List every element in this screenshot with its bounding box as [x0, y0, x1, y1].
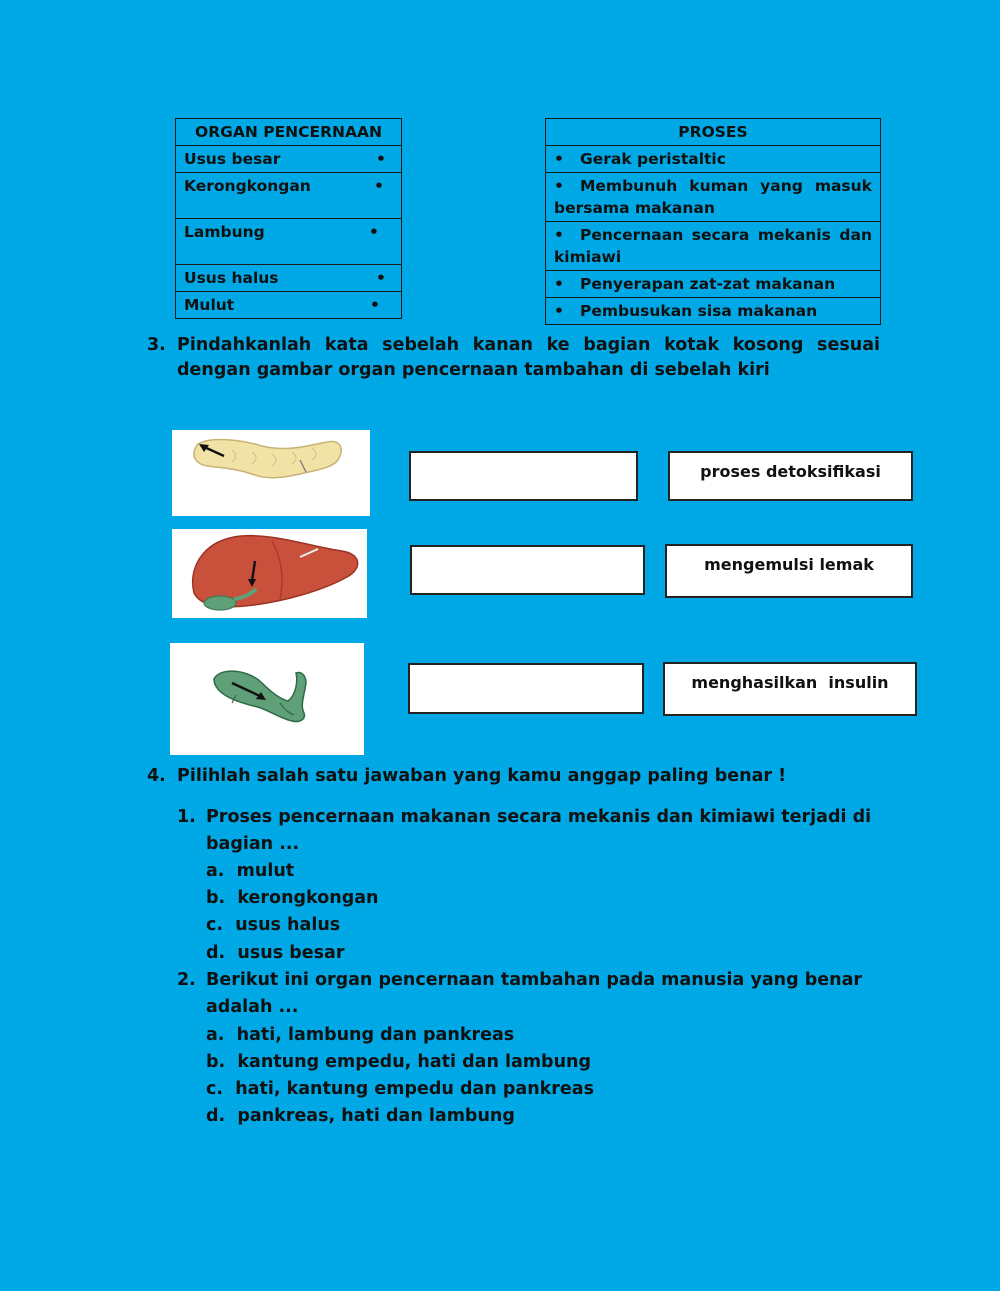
organ-table: [175, 118, 402, 319]
organ-label: Usus besar: [184, 150, 281, 168]
drop-box-2[interactable]: [410, 545, 645, 595]
proses-cell: [546, 271, 881, 298]
option-text: usus halus: [235, 915, 341, 935]
option-letter: a.: [206, 1025, 225, 1045]
organ-label: Mulut: [184, 296, 235, 314]
question-3-line-1: Pindahkanlah kata sebelah kanan ke bagian kotak kosong sesuai: [177, 335, 880, 355]
organ-cell: [176, 173, 402, 219]
option-text: kerongkongan: [237, 888, 379, 908]
option-2b[interactable]: [206, 1049, 591, 1076]
option-text: kantung empedu, hati dan lambung: [237, 1052, 592, 1072]
subquestion-2-number: 2.: [177, 970, 196, 990]
word-card-emulsi[interactable]: mengemulsi lemak: [665, 544, 913, 598]
option-text: hati, kantung empedu dan pankreas: [235, 1079, 595, 1099]
match-dot[interactable]: •: [369, 223, 379, 241]
option-letter: a.: [206, 861, 225, 881]
word-card-insulin[interactable]: menghasilkan insulin: [663, 662, 917, 716]
organ-label: Lambung: [184, 223, 265, 241]
proses-table: [545, 118, 881, 325]
proses-label: Penyerapan zat-zat makanan: [580, 275, 836, 293]
option-2a[interactable]: [206, 1022, 514, 1049]
option-2c[interactable]: [206, 1076, 594, 1103]
match-dot[interactable]: •: [554, 177, 564, 195]
proses-cell: [546, 222, 881, 271]
question-3-number: 3.: [147, 335, 166, 355]
question-4-number: 4.: [147, 766, 166, 786]
option-letter: d.: [206, 943, 226, 963]
option-text: pankreas, hati dan lambung: [237, 1106, 515, 1126]
option-text: mulut: [236, 861, 295, 881]
organ-cell: [176, 265, 402, 292]
proses-table-header: PROSES: [546, 119, 881, 146]
organ-label: Kerongkongan: [184, 177, 311, 195]
match-dot[interactable]: •: [376, 150, 386, 168]
pancreas-image: [172, 430, 370, 516]
subquestion-1-line-2: bagian ...: [206, 834, 300, 854]
subquestion-2-line-1: Berikut ini organ pencernaan tambahan pada manusia yang benar: [206, 970, 863, 990]
question-4-instruction: Pilihlah salah satu jawaban yang kamu anggap paling benar !: [177, 766, 787, 786]
option-letter: d.: [206, 1106, 226, 1126]
liver-image: [172, 529, 367, 618]
organ-cell: [176, 146, 402, 173]
question-3-line-2: dengan gambar organ pencernaan tambahan di sebelah kiri: [177, 360, 770, 380]
subquestion-1-line-1: Proses pencernaan makanan secara mekanis dan kimiawi terjadi di: [206, 807, 872, 827]
option-1d[interactable]: [206, 940, 344, 967]
proses-label: Pembusukan sisa makanan: [580, 302, 818, 320]
option-letter: b.: [206, 888, 226, 908]
option-1c[interactable]: [206, 912, 340, 939]
option-1a[interactable]: [206, 858, 294, 885]
organ-table-header: ORGAN PENCERNAAN: [176, 119, 402, 146]
option-text: hati, lambung dan pankreas: [236, 1025, 515, 1045]
option-letter: c.: [206, 1079, 224, 1099]
liver-illustration: [172, 529, 367, 618]
proses-cell: [546, 173, 881, 222]
match-dot[interactable]: •: [554, 226, 564, 244]
organ-cell: [176, 219, 402, 265]
proses-label: Pencernaan secara mekanis dan kimiawi: [554, 226, 872, 266]
match-dot[interactable]: •: [374, 177, 384, 195]
pancreas-illustration: [172, 430, 370, 516]
word-card-detoksifikasi[interactable]: proses detoksifikasi: [668, 451, 913, 501]
option-1b[interactable]: [206, 885, 379, 912]
gallbladder-illustration: [170, 643, 364, 755]
subquestion-2-line-2: adalah ...: [206, 997, 299, 1017]
organ-cell: [176, 292, 402, 319]
option-letter: b.: [206, 1052, 226, 1072]
option-2d[interactable]: [206, 1103, 515, 1130]
match-dot[interactable]: •: [554, 150, 564, 168]
proses-cell: [546, 146, 881, 173]
match-dot[interactable]: •: [554, 275, 564, 293]
proses-cell: [546, 298, 881, 325]
drop-box-1[interactable]: [409, 451, 638, 501]
option-text: usus besar: [237, 943, 345, 963]
match-dot[interactable]: •: [376, 269, 386, 287]
subquestion-1-number: 1.: [177, 807, 196, 827]
match-dot[interactable]: •: [554, 302, 564, 320]
option-letter: c.: [206, 915, 224, 935]
proses-label: Membunuh kuman yang masuk bersama makanan: [554, 177, 872, 217]
organ-label: Usus halus: [184, 269, 279, 287]
match-dot[interactable]: •: [370, 296, 380, 314]
drop-box-3[interactable]: [408, 663, 644, 714]
proses-label: Gerak peristaltic: [580, 150, 726, 168]
gallbladder-image: [170, 643, 364, 755]
